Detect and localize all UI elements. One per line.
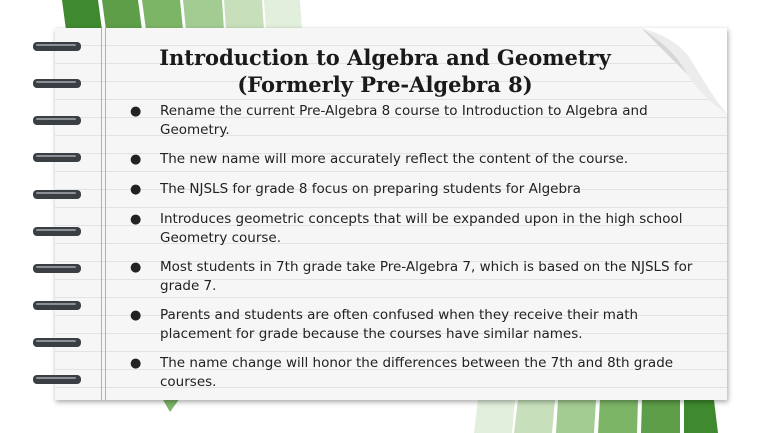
ring-icon <box>33 264 81 273</box>
bullet-text: The name change will honor the differences between the 7th and 8th grade courses. <box>160 355 674 390</box>
top-stripes <box>62 0 302 30</box>
ring-icon <box>33 301 81 310</box>
bullet-text: Rename the current Pre-Algebra 8 course to Introduction to Algebra and Geometry. <box>160 103 648 138</box>
stripe <box>474 400 515 433</box>
bullet-text: The new name will more accurately reflect the content of the course. <box>160 151 629 167</box>
stripe <box>684 400 718 433</box>
bullet-marker: ● <box>130 260 142 275</box>
stripe <box>264 0 302 30</box>
bullet-marker: ● <box>130 212 142 227</box>
ring-icon <box>33 338 81 347</box>
bullet-text: The NJSLS for grade 8 focus on preparing students for Algebra <box>160 181 581 197</box>
stripe <box>62 0 102 30</box>
stripe <box>102 0 142 30</box>
ring-icon <box>33 116 81 125</box>
ring-icon <box>33 79 81 88</box>
bullet-marker: ● <box>130 104 142 119</box>
ring-icon <box>33 190 81 199</box>
page-title <box>100 44 670 98</box>
bullet-marker: ● <box>130 152 142 167</box>
bullet-text: Most students in 7th grade take Pre-Algebra 7, which is based on the NJSLS for grade 7. <box>160 259 693 294</box>
bullet-text: Parents and students are often confused when they receive their math placement for grade because the courses have similar names. <box>160 307 639 342</box>
bullet-marker: ● <box>130 356 142 371</box>
stripe <box>142 0 183 30</box>
title-line-1: Introduction to Algebra and Geometry <box>159 45 611 70</box>
ring-icon <box>33 375 81 384</box>
stripe <box>514 400 555 433</box>
ring-icon <box>33 227 81 236</box>
bottom-stripes <box>162 398 718 433</box>
stripe <box>598 400 638 433</box>
bullet-marker: ● <box>130 182 142 197</box>
stripe <box>641 400 680 433</box>
ring-icon <box>33 42 81 51</box>
stripe <box>162 398 180 412</box>
stripe <box>556 400 596 433</box>
title-line-2: (Formerly Pre-Algebra 8) <box>237 72 533 97</box>
stripe <box>183 0 224 30</box>
bullet-text: Introduces geometric concepts that will be expanded upon in the high school Geometry course. <box>160 211 683 246</box>
bullet-marker: ● <box>130 308 142 323</box>
spiral-binding <box>33 40 85 400</box>
stripe <box>224 0 264 30</box>
ring-icon <box>33 153 81 162</box>
